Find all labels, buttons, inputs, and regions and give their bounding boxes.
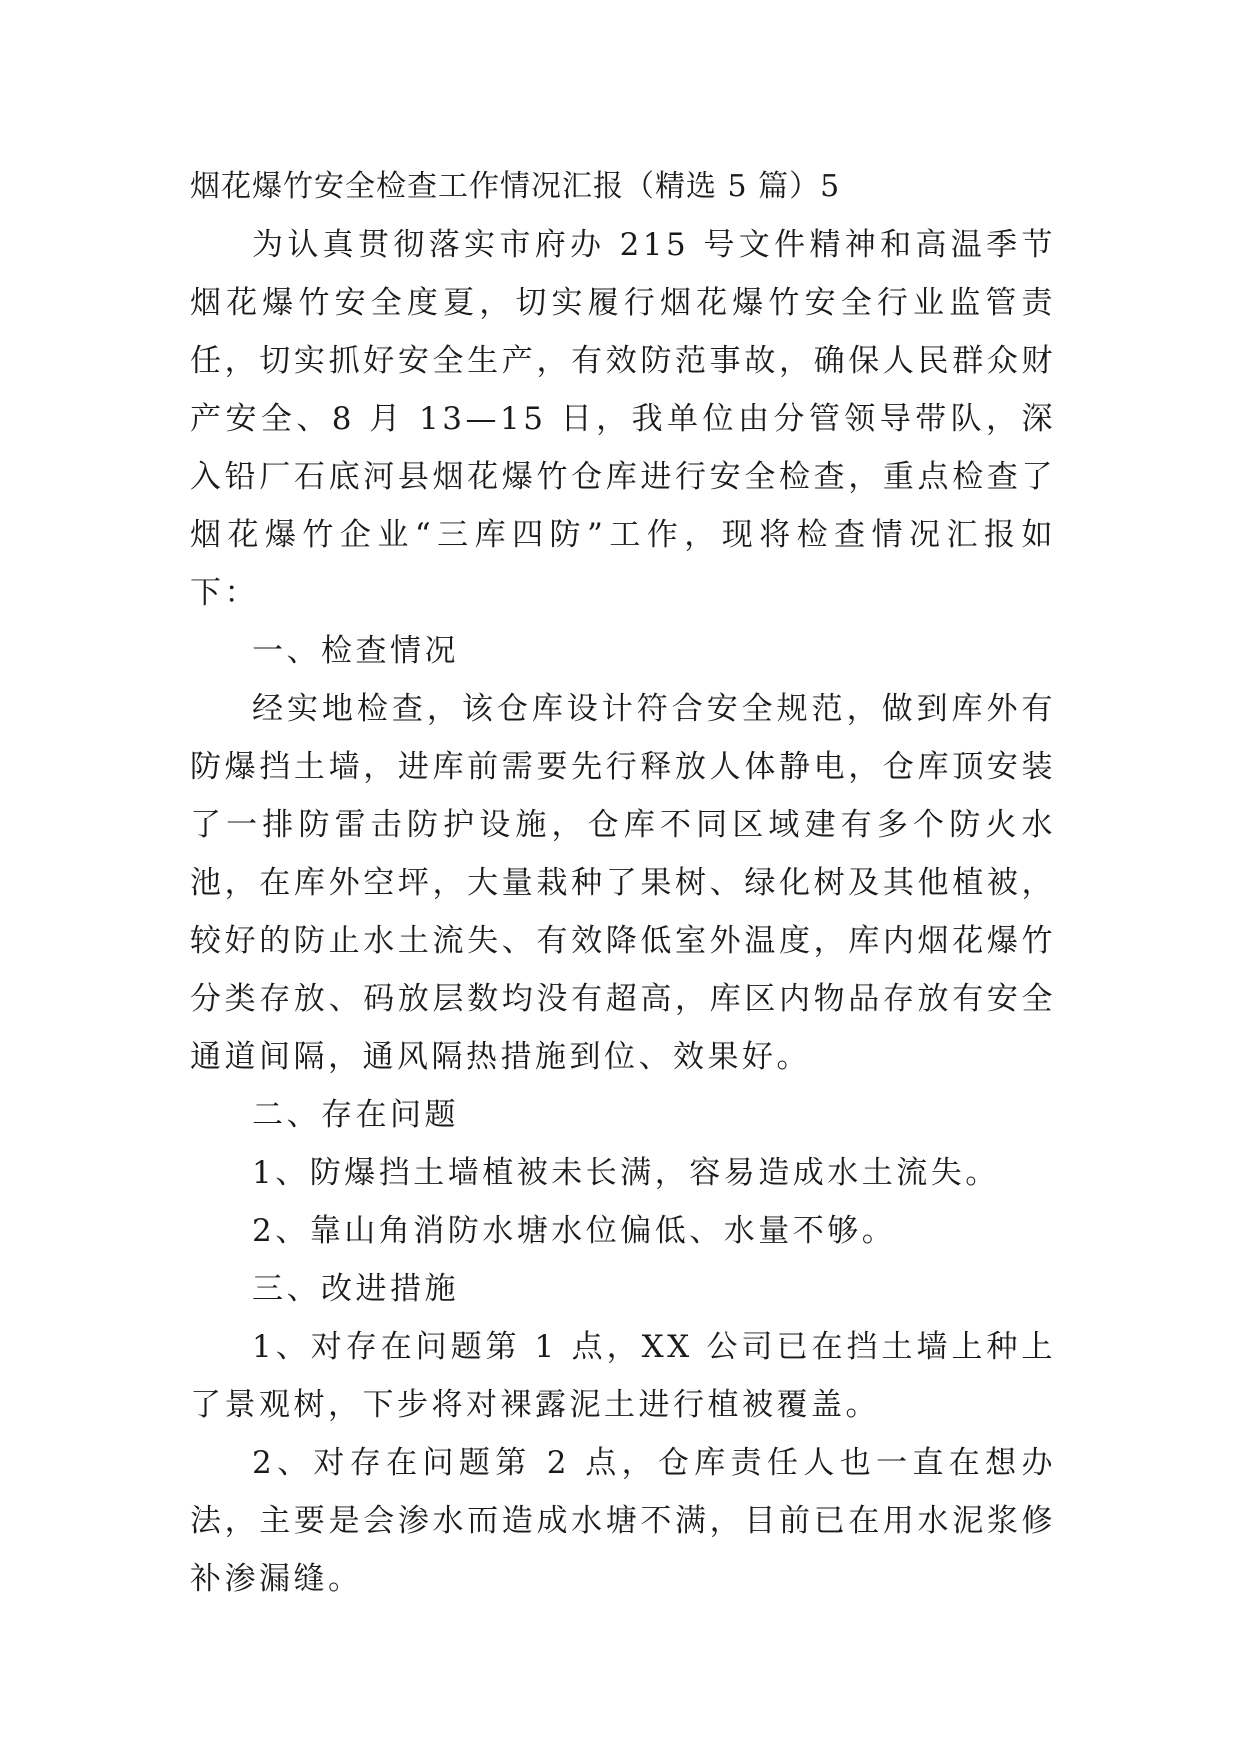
document-title: 烟花爆竹安全检查工作情况汇报（精选 5 篇）5 <box>190 169 841 204</box>
section-heading-problems: 二、存在问题 <box>252 1097 459 1133</box>
improvement-item-2: 2、对存在问题第 2 点，仓库责任人也一直在想办法，主要是会渗水而造成水塘不满，目前已在用水泥浆修补渗漏缝。 <box>190 1445 1056 1597</box>
problem-item-1: 1、防爆挡土墙植被未长满，容易造成水土流失。 <box>252 1155 1000 1191</box>
section-heading-improvements: 三、改进措施 <box>252 1271 459 1307</box>
section-heading-inspection: 一、检查情况 <box>252 633 459 669</box>
problem-item-2: 2、靠山角消防水塘水位偏低、水量不够。 <box>252 1213 897 1249</box>
intro-paragraph: 为认真贯彻落实市府办 215 号文件精神和高温季节烟花爆竹安全度夏，切实履行烟花爆竹安全行业监管责任，切实抓好安全生产，有效防范事故，确保人民群众财产安全、8 月 13—15 日，我单位由分管领导带队，深入铅厂石底河县烟花爆竹仓库进行安全检查，重点检查了烟花爆竹企业“三库四防”工作，现将检查情况汇报如下： <box>190 227 1056 611</box>
inspection-paragraph: 经实地检查，该仓库设计符合安全规范，做到库外有防爆挡土墙，进库前需要先行释放人体静电，仓库顶安装了一排防雷击防护设施，仓库不同区域建有多个防火水池，在库外空坪，大量栽种了果树、绿化树及其他植被，较好的防止水土流失、有效降低室外温度，库内烟花爆竹分类存放、码放层数均没有超高，库区内物品存放有安全通道间隔，通风隔热措施到位、效果好。 <box>190 691 1056 1075</box>
improvement-item-1: 1、对存在问题第 1 点，XX 公司已在挡土墙上种上了景观树，下步将对裸露泥土进行植被覆盖。 <box>190 1329 1056 1423</box>
document-page <box>190 158 1056 1608</box>
